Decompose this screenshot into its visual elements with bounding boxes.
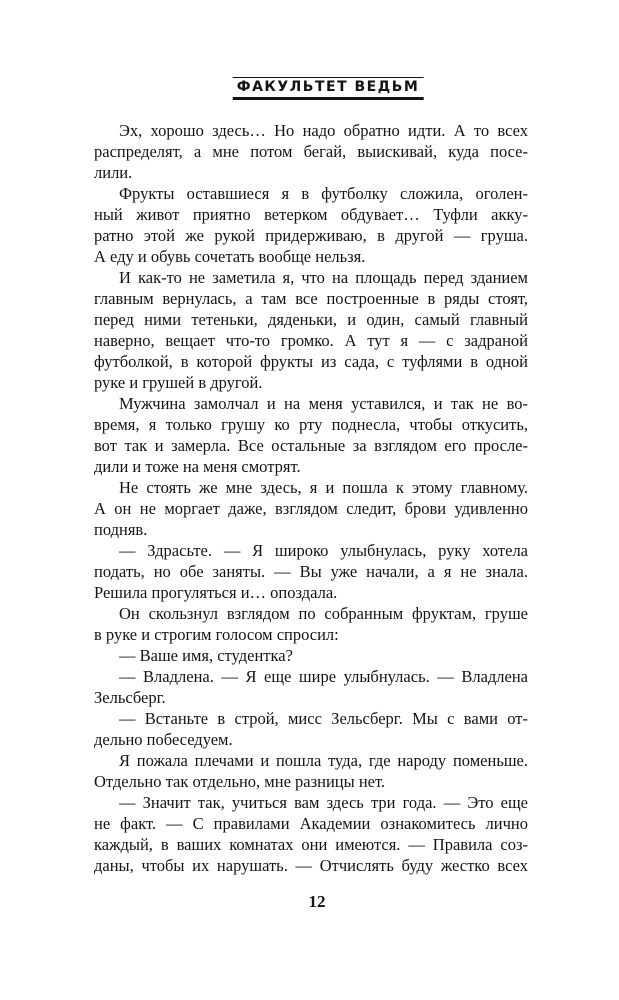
text-line: время, я только грушу ко рту поднесла, чтобы откусить, [94,415,528,434]
text-line: — Встаньте в строй, мисс Зельсберг. Мы с вами от- [119,709,528,728]
text-line: подать, но обе заняты. — Вы уже начали, а я не знала. [94,562,528,581]
text-line: Решила прогуляться и… опоздала. [94,583,338,602]
text-line: главным вернулась, а там все построенные в ряды стоят, [94,289,528,308]
paragraph [94,267,528,393]
text-line: наверно, вещает что-то громко. А тут я — с задраной [94,331,528,350]
paragraph [94,120,528,183]
paragraph [94,645,528,666]
text-line: Я пожала плечами и пошла туда, где народу поменьше. [119,751,528,770]
body-text [94,120,528,876]
text-line: А он не моргает даже, взглядом следит, брови удивленно [94,499,528,518]
text-line: Зельсберг. [94,688,166,707]
text-line: Фрукты оставшиеся я в футболку сложила, оголен- [119,184,528,203]
running-head [233,77,424,100]
text-line: вот так и замерла. Все остальные за взглядом его просле- [94,436,528,455]
text-line: Эх, хорошо здесь… Но надо обратно идти. А то всех [119,121,528,140]
paragraph [94,603,528,645]
text-line: футболкой, в которой фрукты из сада, с туфлями в одной [94,352,528,371]
text-line: — Здрасьте. — Я широко улыбнулась, руку хотела [119,541,528,560]
paragraph [94,183,528,267]
text-line: Не стоять же мне здесь, я и пошла к этому главному. [119,478,528,497]
text-line: ный живот приятно ветерком обдувает… Туфли акку- [94,205,528,224]
paragraph [94,792,528,876]
text-line: И как-то не заметила я, что на площадь перед зданием [119,268,528,287]
text-line: перед ними тетеньки, дяденьки, и один, самый главный [94,310,528,329]
paragraph [94,666,528,708]
paragraph [94,477,528,540]
paragraph [94,708,528,750]
text-line: дельно побеседуем. [94,730,233,749]
paragraph [94,750,528,792]
text-line: распределят, а мне потом бегай, выискивай, куда посе- [94,142,528,161]
text-line: не факт. — С правилами Академии ознакомитесь лично [94,814,528,833]
text-line: в руке и строгим голосом спросил: [94,625,339,644]
text-line: дили и тоже на меня смотрят. [94,457,301,476]
text-line: руке и грушей в другой. [94,373,263,392]
running-head-title: ФАКУЛЬТЕТ ВЕДЬМ [233,77,424,100]
text-line: каждый, в ваших комнатах они имеются. — Правила соз- [94,835,528,854]
text-line: Мужчина замолчал и на меня уставился, и так не во- [119,394,528,413]
text-line: лили. [94,163,133,182]
text-line: Отдельно так отдельно, мне разницы нет. [94,772,386,791]
text-line: подняв. [94,520,148,539]
text-line: даны, чтобы их нарушать. — Отчислять буду жестко всех [94,856,528,875]
page-number: 12 [308,892,326,911]
text-line: — Владлена. — Я еще шире улыбнулась. — Владлена [119,667,528,686]
paragraph [94,393,528,477]
paragraph [94,540,528,603]
text-line: — Ваше имя, студентка? [119,646,293,665]
text-line: Он скользнул взглядом по собранным фруктам, груше [119,604,528,623]
text-line: — Значит так, учиться вам здесь три года. — Это еще [119,793,528,812]
text-line: А еду и обувь сочетать вообще нельзя. [94,247,366,266]
text-line: ратно этой же рукой придерживаю, в другой — груша. [94,226,528,245]
